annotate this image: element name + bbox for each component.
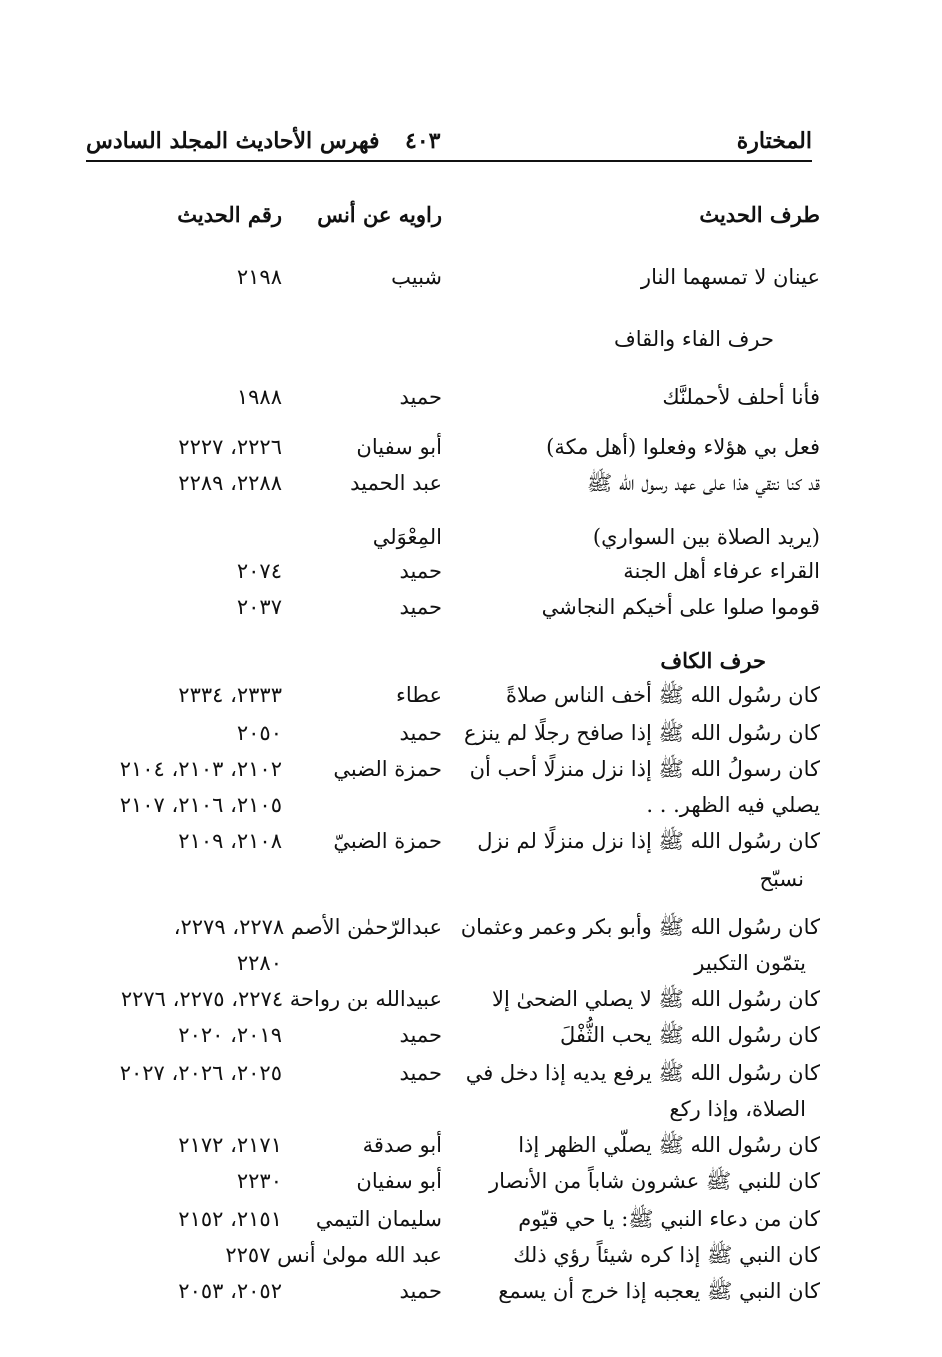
hadith-text: كان النبي ﷺ يعجبه إذا خرج أن يسمع	[498, 1279, 820, 1303]
hadith-text: عينان لا تمسهما النار	[640, 265, 820, 289]
section-heading-text: حرف الكاف	[660, 648, 766, 673]
hadith-text: كان رسُول الله ﷺ يحب الثُّفْلَ	[560, 1023, 820, 1047]
hadith-number: ١٩٨٨	[236, 385, 282, 409]
section-heading-text: حرف الفاء والقاف	[614, 327, 774, 351]
table-row	[60, 556, 820, 586]
table-row	[60, 262, 820, 292]
table-row	[60, 382, 820, 412]
table-row	[60, 468, 820, 498]
narrator: شبيب	[391, 265, 442, 289]
hadith-text: قد كنا نتقي هذا على عهد رسول الله ﷺ	[586, 471, 820, 495]
hadith-text: فعل بي هؤلاء وفعلوا (أهل مكة)	[546, 435, 820, 459]
hadith-text: كان رسُول الله ﷺ وأبو بكر وعمر وعثمان	[460, 915, 820, 939]
section-heading	[60, 646, 820, 676]
table-row	[60, 1204, 820, 1234]
hadith-text: نسبّح	[759, 867, 804, 891]
narrator: سليمان التيمي	[315, 1207, 442, 1231]
table-row	[60, 1094, 820, 1124]
hadith-text: كان رسُول الله ﷺ أخف الناس صلاةً	[505, 683, 820, 707]
narrator: عطاء	[395, 683, 442, 707]
column-header-number: رقم الحديث	[177, 202, 282, 227]
hadith-number: ٢٠٢٥، ٢٠٢٦، ٢٠٢٧	[119, 1061, 282, 1085]
section-heading	[60, 324, 820, 354]
table-row	[60, 1058, 820, 1088]
column-header-narrator: راويه عن أنس	[317, 202, 442, 227]
hadith-number: ٢١٠٢، ٢١٠٣، ٢١٠٤	[119, 757, 282, 781]
hadith-number: ٢٢٣٠	[236, 1169, 282, 1193]
narrator: عبيدالله بن رواحة ٢٢٧٤، ٢٢٧٥، ٢٢٧٦	[120, 987, 442, 1011]
table-row	[60, 790, 820, 820]
narrator: حمزة الضبي	[333, 757, 442, 781]
hadith-text: كان النبي ﷺ إذا كره شيئاً رؤي ذلك	[513, 1243, 820, 1267]
table-row	[60, 948, 820, 978]
column-header-hadith: طرف الحديث	[699, 202, 820, 227]
narrator: حميد	[399, 559, 442, 583]
hadith-number: ٢٣٣٣، ٢٣٣٤	[178, 683, 282, 707]
narrator: حمزة الضبيّ	[333, 829, 442, 853]
hadith-text: (يريد الصلاة بين السواري)	[592, 525, 820, 549]
narrator: عبدالرّحمٰن الأصم ٢٢٧٨، ٢٢٧٩،	[173, 915, 442, 939]
narrator: حميد	[399, 1061, 442, 1085]
header-rule	[86, 160, 812, 162]
narrator: أبو سفيان	[356, 435, 442, 459]
hadith-text: كان من دعاء النبي ﷺ: يا حي قيّوم	[518, 1207, 820, 1231]
table-row	[60, 1276, 820, 1306]
table-row	[60, 826, 820, 856]
hadith-number: ٢٠٥٢، ٢٠٥٣	[178, 1279, 282, 1303]
narrator: حميد	[399, 385, 442, 409]
narrator: المِعْوَلي	[372, 525, 442, 549]
narrator: حميد	[399, 595, 442, 619]
table-row	[60, 432, 820, 462]
table-row	[60, 1130, 820, 1160]
hadith-number: ٢١٧١، ٢١٧٢	[178, 1133, 282, 1157]
narrator: حميد	[399, 1023, 442, 1047]
hadith-text: كان رسُول الله ﷺ لا يصلي الضحىٰ إلا	[491, 987, 820, 1011]
hadith-text: القراء عرفاء أهل الجنة	[623, 559, 820, 583]
hadith-text: كان للنبي ﷺ عشرون شاباً من الأنصار	[488, 1169, 820, 1193]
hadith-number: ٢٠١٩، ٢٠٢٠	[178, 1023, 282, 1047]
table-row	[60, 754, 820, 784]
page-number: ٤٠٣	[405, 128, 441, 154]
table-row	[60, 522, 820, 552]
column-headers	[60, 200, 820, 230]
hadith-text: كان رسُول الله ﷺ إذا صافح رجلًا لم ينزع	[463, 721, 820, 745]
hadith-text: كان رسولُ الله ﷺ إذا نزل منزلًا أحب أن	[469, 757, 820, 781]
hadith-text: يصلي فيه الظهر. . .	[646, 793, 820, 817]
table-row	[60, 718, 820, 748]
hadith-number: ٢٢٢٦، ٢٢٢٧	[178, 435, 282, 459]
narrator: عبد الله مولىٰ أنس ٢٢٥٧	[225, 1243, 442, 1267]
hadith-number: ٢١٩٨	[236, 265, 282, 289]
hadith-text: فأنا أحلف لأحملنَّك	[662, 385, 820, 409]
hadith-text: كان رسُول الله ﷺ يصلّي الظهر إذا	[518, 1133, 820, 1157]
narrator: عبد الحميد	[350, 471, 442, 495]
hadith-text: يتمّون التكبير	[694, 951, 806, 975]
hadith-number: ٢٠٥٠	[236, 721, 282, 745]
hadith-text: كان رسُول الله ﷺ يرفع يديه إذا دخل في	[465, 1061, 820, 1085]
hadith-text: قوموا صلوا على أخيكم النجاشي	[541, 595, 820, 619]
hadith-number: ٢٢٨٨، ٢٢٨٩	[178, 471, 282, 495]
hadith-number: ٢٠٧٤	[236, 559, 282, 583]
table-row	[60, 592, 820, 622]
narrator: أبو سفيان	[356, 1169, 442, 1193]
hadith-number: ٢٢٨٠	[236, 951, 282, 975]
table-row	[60, 680, 820, 710]
table-row	[60, 1020, 820, 1050]
hadith-text: كان رسُول الله ﷺ إذا نزل منزلًا لم نزل	[477, 829, 820, 853]
table-row	[60, 1166, 820, 1196]
narrator: أبو صدقة	[362, 1133, 442, 1157]
book-title: المختارة	[736, 128, 812, 154]
hadith-number: ٢١٥١، ٢١٥٢	[178, 1207, 282, 1231]
hadith-number: ٢١٠٥، ٢١٠٦، ٢١٠٧	[119, 793, 282, 817]
table-row	[60, 864, 820, 894]
narrator: حميد	[399, 1279, 442, 1303]
table-row	[60, 984, 820, 1014]
hadith-text: الصلاة، وإذا ركع	[669, 1097, 806, 1121]
hadith-number: ٢١٠٨، ٢١٠٩	[178, 829, 282, 853]
table-row	[60, 1240, 820, 1270]
hadith-number: ٢٠٣٧	[236, 595, 282, 619]
running-title: فهرس الأحاديث المجلد السادس	[86, 128, 380, 154]
table-row	[60, 912, 820, 942]
narrator: حميد	[399, 721, 442, 745]
